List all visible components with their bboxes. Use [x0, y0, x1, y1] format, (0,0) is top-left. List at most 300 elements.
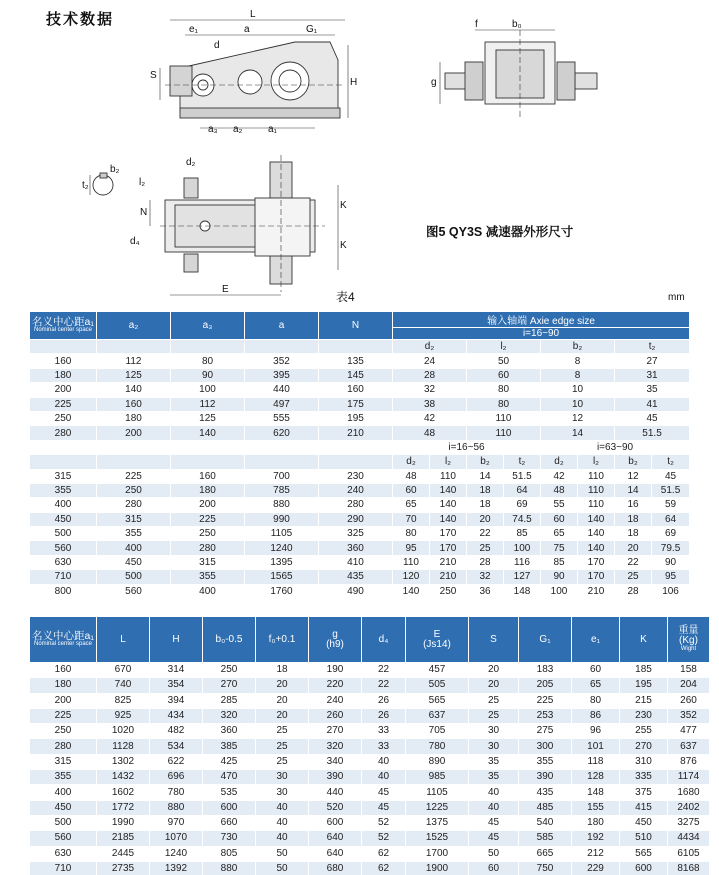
- table-cell: 140: [393, 584, 430, 598]
- table-cell: 24: [393, 354, 467, 368]
- table-cell: 1105: [406, 785, 469, 800]
- table-cell: 51.5: [504, 469, 541, 483]
- table-cell: 360: [203, 724, 256, 739]
- table-cell: 230: [620, 708, 668, 723]
- dim-E: E: [222, 284, 229, 295]
- table-cell: 270: [620, 739, 668, 754]
- table-cell: 1375: [406, 815, 469, 830]
- table-cell: 390: [519, 770, 572, 785]
- table-cell: 210: [578, 584, 615, 598]
- table-cell: 50: [469, 846, 519, 861]
- dim-a: a: [244, 24, 250, 35]
- table-cell: 290: [319, 512, 393, 526]
- table-cell: 490: [319, 584, 393, 598]
- table-cell: 497: [245, 397, 319, 411]
- table-cell: 180: [30, 368, 97, 382]
- table-cell: 434: [150, 708, 203, 723]
- table-cell: 450: [97, 555, 171, 569]
- dim-H: H: [350, 77, 358, 88]
- table-cell: 80: [467, 383, 541, 397]
- table-cell: 970: [150, 815, 203, 830]
- table-cell: 75: [541, 541, 578, 555]
- table-cell: 320: [203, 708, 256, 723]
- table-cell: 36: [467, 584, 504, 598]
- table-cell: 10: [541, 383, 615, 397]
- table-cell: 200: [97, 426, 171, 440]
- table-cell: 52: [362, 831, 406, 846]
- table-cell: 375: [620, 785, 668, 800]
- table-cell: 250: [97, 483, 171, 497]
- table-cell: 925: [97, 708, 150, 723]
- table-cell: 140: [578, 541, 615, 555]
- table-cell: 28: [615, 584, 652, 598]
- table-cell: 28: [467, 555, 504, 569]
- input-shaft-table: [29, 311, 690, 599]
- table-cell: 640: [309, 846, 362, 861]
- table-cell: 25: [256, 739, 309, 754]
- table-cell: 70: [393, 512, 430, 526]
- table-cell: 65: [393, 498, 430, 512]
- col-a3: a₃: [171, 312, 245, 340]
- table-cell: 705: [406, 724, 469, 739]
- table-cell: 505: [406, 678, 469, 693]
- dim-t2: t₂: [82, 180, 89, 191]
- table-cell: 355: [30, 483, 97, 497]
- table-row: [30, 708, 710, 723]
- table-cell: 410: [319, 555, 393, 569]
- sub-t2: t₂: [615, 340, 690, 354]
- table-cell: 210: [430, 555, 467, 569]
- table-cell: 200: [171, 498, 245, 512]
- table-cell: 8: [541, 354, 615, 368]
- col2-K: K: [620, 617, 668, 663]
- table-row: [30, 541, 690, 555]
- table-cell: 250: [30, 724, 97, 739]
- table-cell: 45: [615, 411, 690, 425]
- dim-a2: a₂: [233, 124, 243, 135]
- table-cell: 30: [256, 770, 309, 785]
- table-cell: 285: [203, 693, 256, 708]
- table-cell: 500: [30, 527, 97, 541]
- table-row: [30, 397, 690, 411]
- table-cell: 45: [362, 785, 406, 800]
- table-cell: 62: [362, 861, 406, 875]
- table-cell: 45: [469, 815, 519, 830]
- table-cell: 48: [393, 426, 467, 440]
- table-row: [30, 383, 690, 397]
- table-cell: 95: [393, 541, 430, 555]
- table-cell: 80: [572, 693, 620, 708]
- table-cell: 85: [504, 527, 541, 541]
- table-cell: 1432: [97, 770, 150, 785]
- table-cell: 600: [203, 800, 256, 815]
- table-cell: i=63~90: [541, 440, 690, 454]
- table-cell: 1105: [245, 527, 319, 541]
- table-cell: 1020: [97, 724, 150, 739]
- reducer-drawing: [0, 0, 719, 305]
- table-cell: 180: [171, 483, 245, 497]
- table-cell: 585: [519, 831, 572, 846]
- table-cell: 1240: [245, 541, 319, 555]
- table-cell: 250: [30, 411, 97, 425]
- table-cell: 315: [97, 512, 171, 526]
- table-cell: 400: [30, 498, 97, 512]
- table-cell: 90: [652, 555, 690, 569]
- dim-b2: b₂: [110, 164, 120, 175]
- table-cell: 195: [319, 411, 393, 425]
- table-cell: 170: [578, 555, 615, 569]
- table-row: [30, 411, 690, 425]
- dim-f: f: [475, 19, 478, 30]
- table-cell: 52: [362, 815, 406, 830]
- col2-nominal-center: 名义中心距a₁ Nominal center space: [30, 617, 97, 663]
- table-cell: 160: [30, 663, 97, 678]
- table-cell: 1602: [97, 785, 150, 800]
- table-cell: 1900: [406, 861, 469, 875]
- table-cell: 440: [245, 383, 319, 397]
- table-cell: 400: [171, 584, 245, 598]
- table-cell: 25: [469, 693, 519, 708]
- table-cell: 59: [652, 498, 690, 512]
- table-row: [30, 724, 710, 739]
- table-row: [30, 846, 710, 861]
- table-cell: 320: [309, 739, 362, 754]
- table-cell: 600: [620, 861, 668, 875]
- table-row: [30, 354, 690, 368]
- table-cell: 20: [256, 678, 309, 693]
- table-cell: 32: [393, 383, 467, 397]
- table-cell: 620: [245, 426, 319, 440]
- table-cell: l₂: [578, 455, 615, 469]
- table-cell: 255: [620, 724, 668, 739]
- table-cell: 170: [430, 541, 467, 555]
- table-cell: 1128: [97, 739, 150, 754]
- table-cell: 148: [572, 785, 620, 800]
- table-cell: 20: [256, 708, 309, 723]
- table-cell: 20: [469, 663, 519, 678]
- table-cell: 352: [668, 708, 710, 723]
- table-cell: 20: [615, 541, 652, 555]
- unit-label: mm: [668, 292, 685, 303]
- table-cell: 140: [430, 483, 467, 497]
- table-row: [30, 483, 690, 497]
- table-cell: 175: [319, 397, 393, 411]
- dimension-table: [29, 616, 710, 875]
- table-cell: 555: [245, 411, 319, 425]
- table-cell: 355: [30, 770, 97, 785]
- table-cell: 25: [615, 570, 652, 584]
- table-cell: 14: [467, 469, 504, 483]
- dim-l2: l₂: [139, 177, 146, 188]
- table-cell: 50: [256, 846, 309, 861]
- table-cell: 1565: [245, 570, 319, 584]
- table-cell: 440: [309, 785, 362, 800]
- table-cell: 140: [578, 527, 615, 541]
- table-cell: 315: [30, 469, 97, 483]
- table-cell: 26: [362, 693, 406, 708]
- table-cell: t₂: [652, 455, 690, 469]
- table-cell: 60: [572, 663, 620, 678]
- dim-d4: d₄: [130, 236, 140, 247]
- table-cell: 25: [467, 541, 504, 555]
- table-row: [30, 800, 710, 815]
- table-cell: 535: [203, 785, 256, 800]
- table-cell: 215: [620, 693, 668, 708]
- col2-b0: b₀-0.5: [203, 617, 256, 663]
- table-cell: 18: [615, 512, 652, 526]
- table-cell: 225: [30, 708, 97, 723]
- table-cell: 25: [256, 724, 309, 739]
- table-cell: 640: [309, 831, 362, 846]
- table-cell: 1070: [150, 831, 203, 846]
- table-cell: 86: [572, 708, 620, 723]
- table-row: [30, 440, 690, 454]
- table-cell: 520: [309, 800, 362, 815]
- table-cell: 354: [150, 678, 203, 693]
- table-cell: 100: [541, 584, 578, 598]
- table-cell: 1700: [406, 846, 469, 861]
- col2-weight: 重量 (Kg) Wight: [668, 617, 710, 663]
- dim-e1: e₁: [189, 24, 198, 35]
- input-shaft-title: 输入轴端 Axie edge size: [393, 312, 690, 328]
- table-cell: 985: [406, 770, 469, 785]
- table-cell: 210: [319, 426, 393, 440]
- table-cell: 48: [541, 483, 578, 497]
- table-cell: 127: [504, 570, 541, 584]
- table-cell: 110: [578, 498, 615, 512]
- table-cell: 116: [504, 555, 541, 569]
- table-cell: b₂: [467, 455, 504, 469]
- table-cell: 40: [256, 831, 309, 846]
- table-cell: 300: [519, 739, 572, 754]
- dim-a1: a₁: [268, 124, 277, 135]
- table-cell: 540: [519, 815, 572, 830]
- table-cell: 280: [30, 739, 97, 754]
- table-row: [30, 770, 710, 785]
- table-cell: 4434: [668, 831, 710, 846]
- table-cell: 8: [541, 368, 615, 382]
- table-cell: 415: [620, 800, 668, 815]
- table-cell: 6105: [668, 846, 710, 861]
- table-cell: 880: [150, 800, 203, 815]
- table-cell: 195: [620, 678, 668, 693]
- table-cell: 28: [393, 368, 467, 382]
- table-cell: 110: [578, 483, 615, 497]
- table-cell: 120: [393, 570, 430, 584]
- table-row: [30, 570, 690, 584]
- table-cell: 2402: [668, 800, 710, 815]
- table-cell: 355: [519, 754, 572, 769]
- table-cell: 22: [362, 663, 406, 678]
- table-cell: 60: [393, 483, 430, 497]
- table-cell: 205: [519, 678, 572, 693]
- table-cell: i=16~56: [393, 440, 541, 454]
- sub-l2: l₂: [467, 340, 541, 354]
- table-cell: 158: [668, 663, 710, 678]
- table-row: [30, 426, 690, 440]
- table-cell: 51.5: [615, 426, 690, 440]
- table-cell: 385: [203, 739, 256, 754]
- table-cell: 18: [256, 663, 309, 678]
- table-cell: 40: [256, 800, 309, 815]
- table-cell: 240: [319, 483, 393, 497]
- table-cell: l₂: [430, 455, 467, 469]
- table-cell: 890: [406, 754, 469, 769]
- sub-d2: d₂: [393, 340, 467, 354]
- table-cell: 270: [309, 724, 362, 739]
- table-cell: b₂: [615, 455, 652, 469]
- table-row: [30, 678, 710, 693]
- table-cell: 22: [362, 678, 406, 693]
- table-row: [30, 861, 710, 875]
- table-cell: 33: [362, 724, 406, 739]
- dim-S: S: [150, 70, 157, 81]
- table-cell: 79.5: [652, 541, 690, 555]
- table-cell: 32: [467, 570, 504, 584]
- col2-E: E (Js14): [406, 617, 469, 663]
- table-cell: 310: [620, 754, 668, 769]
- table-cell: 270: [203, 678, 256, 693]
- table-cell: 1395: [245, 555, 319, 569]
- table-cell: 42: [541, 469, 578, 483]
- table-cell: 225: [519, 693, 572, 708]
- table-cell: 40: [362, 770, 406, 785]
- table-cell: 64: [504, 483, 541, 497]
- table-cell: 110: [578, 469, 615, 483]
- table-cell: 229: [572, 861, 620, 875]
- table-cell: 80: [171, 354, 245, 368]
- col2-S: S: [469, 617, 519, 663]
- table-cell: 38: [393, 397, 467, 411]
- dim-K2: K: [340, 240, 347, 251]
- sub-b2: b₂: [541, 340, 615, 354]
- table-row: [30, 663, 710, 678]
- table-cell: 96: [572, 724, 620, 739]
- table-row: [30, 693, 710, 708]
- table-cell: 560: [30, 541, 97, 555]
- table-row: [30, 368, 690, 382]
- table-cell: 51.5: [652, 483, 690, 497]
- table-cell: 355: [171, 570, 245, 584]
- table-cell: 785: [245, 483, 319, 497]
- table-cell: 534: [150, 739, 203, 754]
- table-cell: 800: [30, 584, 97, 598]
- table-cell: 50: [467, 354, 541, 368]
- table-cell: 250: [171, 527, 245, 541]
- dim-d2: d₂: [186, 157, 196, 168]
- table-cell: 65: [541, 527, 578, 541]
- table-cell: 394: [150, 693, 203, 708]
- table-cell: 18: [467, 498, 504, 512]
- col2-g: g (h9): [309, 617, 362, 663]
- table-cell: 10: [541, 397, 615, 411]
- table-cell: 41: [615, 397, 690, 411]
- table-cell: 390: [309, 770, 362, 785]
- table-cell: 125: [97, 368, 171, 382]
- table-cell: 60: [541, 512, 578, 526]
- table-cell: 225: [97, 469, 171, 483]
- table-cell: 74.5: [504, 512, 541, 526]
- table-cell: 280: [97, 498, 171, 512]
- table-cell: 42: [393, 411, 467, 425]
- table-cell: 200: [30, 383, 97, 397]
- table-cell: 990: [245, 512, 319, 526]
- table-cell: 710: [30, 861, 97, 875]
- table-cell: 145: [319, 368, 393, 382]
- table-cell: 170: [578, 570, 615, 584]
- table-cell: 190: [309, 663, 362, 678]
- dim-N: N: [140, 207, 148, 218]
- table-cell: 457: [406, 663, 469, 678]
- table-cell: 565: [406, 693, 469, 708]
- table-cell: 360: [319, 541, 393, 555]
- table-cell: 8168: [668, 861, 710, 875]
- table-cell: 35: [469, 754, 519, 769]
- table-row: [30, 754, 710, 769]
- table-cell: 230: [319, 469, 393, 483]
- dim-d: d: [214, 40, 220, 51]
- table-cell: 315: [171, 555, 245, 569]
- table-cell: 204: [668, 678, 710, 693]
- table-cell: 876: [668, 754, 710, 769]
- table-cell: 1772: [97, 800, 150, 815]
- table-cell: 180: [30, 678, 97, 693]
- table-cell: 50: [256, 861, 309, 875]
- table-cell: 40: [256, 815, 309, 830]
- table-cell: 30: [256, 785, 309, 800]
- col2-G1: G₁: [519, 617, 572, 663]
- table-cell: 780: [150, 785, 203, 800]
- table-cell: d₂: [541, 455, 578, 469]
- table-cell: 65: [572, 678, 620, 693]
- table-cell: 14: [615, 483, 652, 497]
- table-cell: 45: [362, 800, 406, 815]
- table-number: 表4: [336, 290, 355, 304]
- table-cell: 450: [30, 512, 97, 526]
- table-cell: 106: [652, 584, 690, 598]
- col2-e1: e₁: [572, 617, 620, 663]
- col-nominal-center: 名义中心距a₁ Nominal center space: [30, 312, 97, 340]
- table-cell: 335: [620, 770, 668, 785]
- table-cell: 425: [203, 754, 256, 769]
- table-cell: 2445: [97, 846, 150, 861]
- table-cell: 622: [150, 754, 203, 769]
- table-cell: 192: [572, 831, 620, 846]
- table-row: [30, 527, 690, 541]
- dim-a3: a₃: [208, 124, 218, 135]
- table-cell: 60: [467, 368, 541, 382]
- table-cell: t₂: [504, 455, 541, 469]
- table-cell: 2735: [97, 861, 150, 875]
- table-cell: 477: [668, 724, 710, 739]
- table-cell: 400: [97, 541, 171, 555]
- table-cell: 315: [30, 754, 97, 769]
- table-cell: 80: [467, 397, 541, 411]
- table-cell: 180: [97, 411, 171, 425]
- table-cell: 35: [615, 383, 690, 397]
- table-cell: 27: [615, 354, 690, 368]
- table-row: [30, 455, 690, 469]
- col2-H: H: [150, 617, 203, 663]
- table-row: [30, 512, 690, 526]
- table-cell: 30: [469, 724, 519, 739]
- table-cell: 210: [430, 570, 467, 584]
- table-cell: 1240: [150, 846, 203, 861]
- table-cell: 140: [578, 512, 615, 526]
- table-cell: 140: [171, 426, 245, 440]
- table-cell: 500: [30, 815, 97, 830]
- table-row: [30, 469, 690, 483]
